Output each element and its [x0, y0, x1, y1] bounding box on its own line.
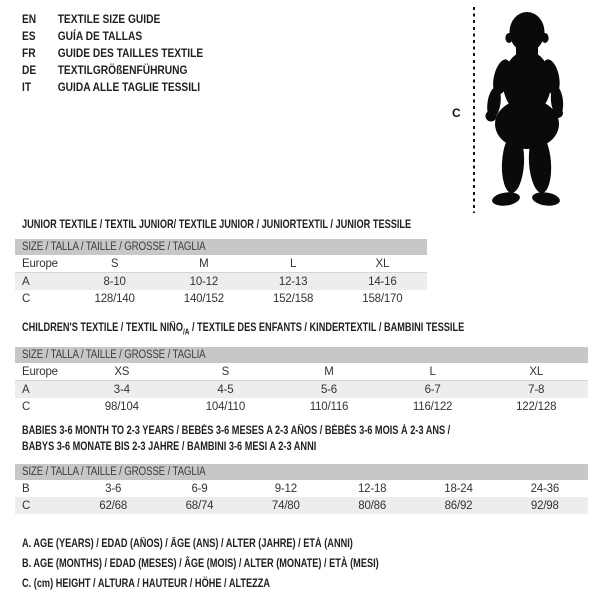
language-row [22, 11, 203, 28]
age-cell: 8-10 [70, 273, 159, 291]
row-label: A [15, 381, 70, 399]
row-label: C [22, 292, 31, 305]
language-title-list [22, 11, 235, 96]
age-cell: 3-6 [105, 482, 122, 495]
language-title: GUIDE DES TAILLES TEXTILE [57, 46, 204, 60]
age-cell: 14-16 [338, 273, 427, 291]
table-row-height [15, 497, 588, 514]
language-code: FR [22, 46, 36, 60]
legend-line-b: B. AGE (MONTHS) / EDAD (MESES) / ÂGE (MOIS) / ALTER (MONATE) / ETÀ (MESI) [22, 558, 379, 570]
language-title: TEXTILE SIZE GUIDE [57, 12, 161, 26]
measurement-legend [22, 534, 379, 594]
height-cell: 92/98 [502, 497, 588, 514]
age-cell: 6-9 [191, 482, 208, 495]
size-header-bar [15, 239, 427, 255]
size-cell: L [381, 363, 485, 381]
height-dashed-line [473, 7, 475, 213]
size-header-bar [15, 347, 588, 363]
language-code: DE [22, 63, 37, 77]
table-row-europe [15, 363, 588, 381]
junior-table-title [22, 217, 508, 233]
language-code: EN [22, 12, 37, 26]
height-cell: 116/122 [412, 400, 453, 413]
children-title-post: / TEXTILE DES ENFANTS / KINDERTEXTIL / BAMBINI TESSILE [189, 322, 465, 334]
size-cell: S [174, 363, 278, 381]
language-title: GUÍA DE TALLAS [57, 29, 143, 43]
height-cell: 62/68 [70, 497, 156, 514]
language-row [22, 28, 203, 45]
size-cell: XL [338, 255, 427, 273]
row-label: C [22, 400, 31, 413]
size-header-cell: SIZE / TALLA / TAILLE / GRÖSSE / TAGLIA [15, 347, 588, 363]
language-title: GUIDA ALLE TAGLIE TESSILI [57, 80, 201, 94]
babies-size-table [15, 464, 588, 514]
height-cell: 122/128 [516, 400, 557, 413]
row-label: Europe [15, 363, 70, 381]
babies-title-line2: BABYS 3-6 MONATE BIS 2-3 JAHRE / BAMBINI 3-6 MESI A 2-3 ANNI [22, 441, 317, 453]
height-cell: 80/86 [329, 497, 415, 514]
language-row [22, 79, 203, 96]
height-measure-label: C [452, 106, 461, 120]
language-row [22, 62, 203, 79]
height-cell: 86/92 [415, 497, 501, 514]
size-cell: S [70, 255, 159, 273]
children-table-title [22, 320, 575, 340]
age-cell: 9-12 [274, 482, 297, 495]
age-cell: 12-13 [249, 273, 338, 291]
size-cell: XS [70, 363, 174, 381]
height-cell: 104/110 [205, 400, 246, 413]
size-cell: M [159, 255, 248, 273]
age-cell: 7-8 [484, 381, 588, 399]
size-header-cell: SIZE / TALLA / TAILLE / GRÖSSE / TAGLIA [15, 464, 588, 480]
table-row-height [15, 290, 427, 307]
table-row-age [15, 381, 588, 399]
language-code: ES [22, 29, 36, 43]
age-cell: 24-36 [530, 482, 560, 495]
size-header-bar [15, 464, 588, 480]
age-cell: 4-5 [174, 381, 278, 399]
age-cell: 5-6 [277, 381, 381, 399]
legend-line-a: A. AGE (YEARS) / EDAD (AÑOS) / ÂGE (ANS) / ALTER (JAHRE) / ETÀ (ANNI) [22, 538, 353, 550]
size-cell: XL [484, 363, 588, 381]
babies-table-title [22, 423, 557, 455]
row-label: B [22, 482, 30, 495]
table-row-height [15, 398, 588, 415]
age-cell: 6-7 [381, 381, 485, 399]
language-code: IT [22, 80, 32, 94]
height-cell: 110/116 [309, 400, 349, 413]
row-label: Europe [15, 255, 70, 273]
children-title-sub: /A [182, 327, 190, 337]
children-size-table [15, 347, 588, 415]
height-cell: 98/104 [104, 400, 139, 413]
age-cell: 10-12 [159, 273, 248, 291]
junior-size-table [15, 239, 427, 307]
table-row-months [15, 480, 588, 497]
children-title-pre: CHILDREN'S TEXTILE / TEXTIL NIÑO [22, 322, 183, 334]
language-title: TEXTILGRÖßENFÜHRUNG [57, 63, 188, 77]
age-cell: 12-18 [357, 482, 387, 495]
babies-title-line1: BABIES 3-6 MONTH TO 2-3 YEARS / BEBÉS 3-6 MESES A 2-3 AÑOS / BÉBÉS 3-6 MOIS À 2-3 ANS / [22, 425, 451, 437]
height-cell: 68/74 [156, 497, 242, 514]
height-cell: 158/170 [362, 292, 403, 305]
table-row-europe [15, 255, 427, 273]
size-cell: L [249, 255, 338, 273]
height-cell: 128/140 [94, 292, 135, 305]
height-cell: 140/152 [183, 292, 224, 305]
size-cell: M [277, 363, 381, 381]
junior-table-title-text: JUNIOR TEXTILE / TEXTIL JUNIOR/ TEXTILE JUNIOR / JUNIORTEXTIL / JUNIOR TESSILE [22, 219, 412, 231]
language-row [22, 45, 203, 62]
height-cell: 152/158 [273, 292, 314, 305]
legend-line-c: C. (cm) HEIGHT / ALTURA / HAUTEUR / HÖHE / ALTEZZA [22, 578, 271, 590]
size-header-cell: SIZE / TALLA / TAILLE / GRÖSSE / TAGLIA [15, 239, 427, 255]
row-label: A [15, 273, 70, 291]
height-cell: 74/80 [243, 497, 329, 514]
age-cell: 18-24 [444, 482, 473, 495]
age-cell: 3-4 [70, 381, 174, 399]
toddler-silhouette-icon [482, 11, 568, 208]
table-row-age [15, 273, 427, 291]
row-label: C [15, 497, 70, 514]
